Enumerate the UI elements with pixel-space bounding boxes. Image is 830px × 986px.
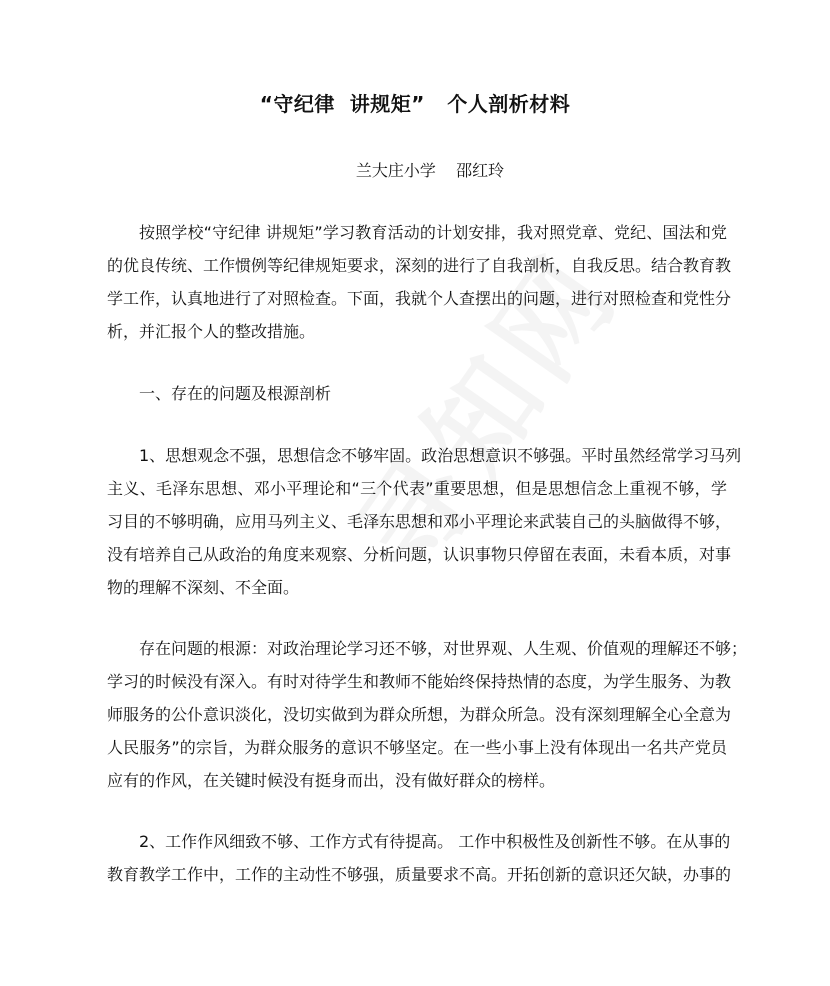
- root-cause-line: 学习的时候没有深入。有时对待学生和教师不能始终保持热情的态度，为学生服务、为教: [107, 672, 732, 691]
- intro-line: 的优良传统、工作惯例等纪律规矩要求，深刻的进行了自我剖析，自我反思。结合教育教: [107, 256, 732, 275]
- section-heading: 一、存在的问题及根源剖析: [139, 384, 332, 403]
- problem2-line: 教育教学工作中，工作的主动性不够强，质量要求不高。开拓创新的意识还欠缺，办事的: [107, 865, 732, 884]
- root-cause-line: 师服务的公仆意识淡化，没切实做到为群众所想，为群众所急。没有深刻理解全心全意为: [107, 705, 732, 724]
- problem2-line: 2、工作作风细致不够、工作方式有待提高。 工作中积极性及创新性不够。在从事的: [139, 832, 731, 851]
- problem1-line: 物的理解不深刻、不全面。: [107, 578, 300, 597]
- problem1-line: 没有培养自己从政治的角度来观察、分析问题，认识事物只停留在表面，未看本质，对事: [107, 545, 732, 564]
- problem1-line: 主义、毛泽东思想、邓小平理论和“三个代表”重要思想，但是思想信念上重视不够，学: [107, 479, 727, 498]
- problem1-line: 习目的不够明确，应用马列主义、毛泽东思想和邓小平理论来武装自己的头脑做得不够，: [107, 512, 732, 531]
- intro-line: 学工作，认真地进行了对照检查。下面，我就个人查摆出的问题，进行对照检查和党性分: [107, 289, 732, 308]
- document-title: “守纪律 讲规矩” 个人剖析材料: [259, 92, 571, 116]
- intro-line: 按照学校“守纪律 讲规矩”学习教育活动的计划安排，我对照党章、党纪、国法和党: [139, 223, 727, 242]
- problem1-line: 1、思想观念不强，思想信念不够牢固。政治思想意识不够强。平时虽然经常学习马列: [139, 446, 742, 465]
- root-cause-line: 存在问题的根源：对政治理论学习还不够，对世界观、人生观、价值观的理解还不够；: [139, 639, 748, 658]
- document-author: 兰大庄小学 邵红玲: [355, 161, 505, 180]
- root-cause-line: 人民服务”的宗旨，为群众服务的意识不够坚定。在一些小事上没有体现出一名共产党员: [107, 738, 727, 757]
- intro-line: 析，并汇报个人的整改措施。: [107, 322, 316, 341]
- root-cause-line: 应有的作风，在关键时候没有挺身而出，没有做好群众的榜样。: [107, 771, 556, 790]
